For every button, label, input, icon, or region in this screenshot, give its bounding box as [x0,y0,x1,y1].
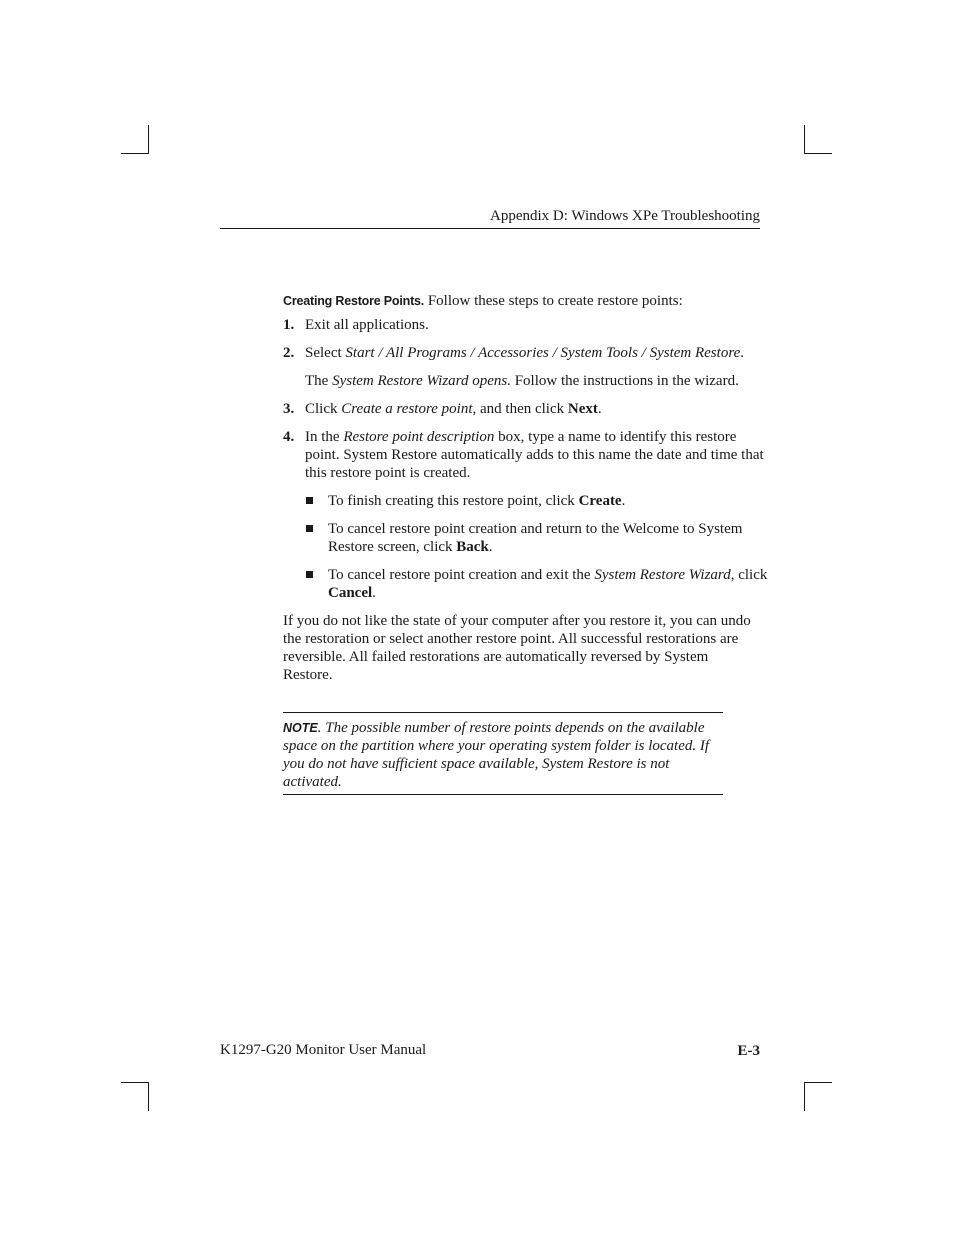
button-name: Cancel [328,585,373,601]
list-item [305,566,773,602]
note-box [283,712,723,795]
step-text: In the [305,429,344,445]
button-name: Next [567,401,598,417]
intro-paragraph [283,292,773,310]
crop-mark-bottom-right-horizontal [804,1082,832,1083]
square-bullet-icon [306,571,313,578]
closing-paragraph: If you do not like the state of your computer after you restore it, you can undo the restoration or select another restore point. All successful restorations are reversible. All failed restorations are automatically reversed by System Restore. [283,613,751,683]
wizard-name: System Restore Wizard opens. [332,373,511,389]
bullet-text-suffix: . [372,585,376,601]
crop-mark-top-left-horizontal [121,153,149,154]
section-run-in-heading: Creating Restore Points. [283,294,425,308]
note-text: . The possible number of restore points depends on the available space on the partition where your operating system folder is located. If you do not have sufficient space available, System Restore is not activated. [283,720,710,790]
step-1 [283,316,773,334]
crop-mark-top-right-vertical [804,125,805,154]
bullet-text: To cancel restore point creation and return to the Welcome to System Restore screen, click [328,521,743,555]
page-body [283,292,773,684]
note-label: NOTE [283,721,318,735]
sub-text-suffix: Follow the instructions in the wizard. [510,373,739,389]
button-name: Create [578,493,622,509]
square-bullet-icon [306,525,313,532]
step-text-suffix: . [597,401,602,417]
button-name: Back [456,539,489,555]
footer-manual-title: K1297-G20 Monitor User Manual [220,1042,427,1058]
square-bullet-icon [306,497,313,504]
field-name: Restore point description [343,429,495,445]
wizard-name: System Restore Wizard [594,567,731,583]
step-number: 3. [283,401,295,417]
option-name: Create a restore point [341,401,473,417]
crop-mark-top-right-horizontal [804,153,832,154]
bullet-text-suffix: . [488,539,493,555]
crop-mark-bottom-left-vertical [148,1082,149,1111]
crop-mark-top-left-vertical [148,125,149,154]
step-text-suffix: . [740,345,745,361]
bullet-text: To finish creating this restore point, click [328,493,579,509]
crop-mark-bottom-left-horizontal [121,1082,149,1083]
menu-path: Start / All Programs / Accessories / System Tools / System Restore [345,345,741,361]
step-2-note [283,372,773,390]
crop-mark-bottom-right-vertical [804,1082,805,1111]
step-text: Click [305,401,342,417]
step-text: Select [305,345,346,361]
step-text-suffix: box, type a name to identify this restore point. System Restore automatically adds to this name the date and time that this restore point is created. [305,429,764,481]
running-header: Appendix D: Windows XPe Troubleshooting [490,208,760,224]
step-number: 2. [283,345,295,361]
step-number: 1. [283,317,295,333]
bullet-text-middle: , click [730,567,768,583]
sub-text: The [305,373,333,389]
bullet-text-suffix: . [621,493,626,509]
step-3 [283,400,773,418]
step-number: 4. [283,429,295,445]
step-text: Exit all applications. [305,317,429,333]
bullet-text: To cancel restore point creation and exit the [328,567,595,583]
step-2 [283,344,773,362]
step-4 [283,428,773,482]
page-number: E-3 [737,1043,760,1059]
list-item [305,492,773,510]
step-text-middle: , and then click [472,401,568,417]
intro-text: Follow these steps to create restore points: [424,293,683,309]
bullet-list [283,492,773,602]
header-rule [220,228,760,229]
list-item [305,520,773,556]
